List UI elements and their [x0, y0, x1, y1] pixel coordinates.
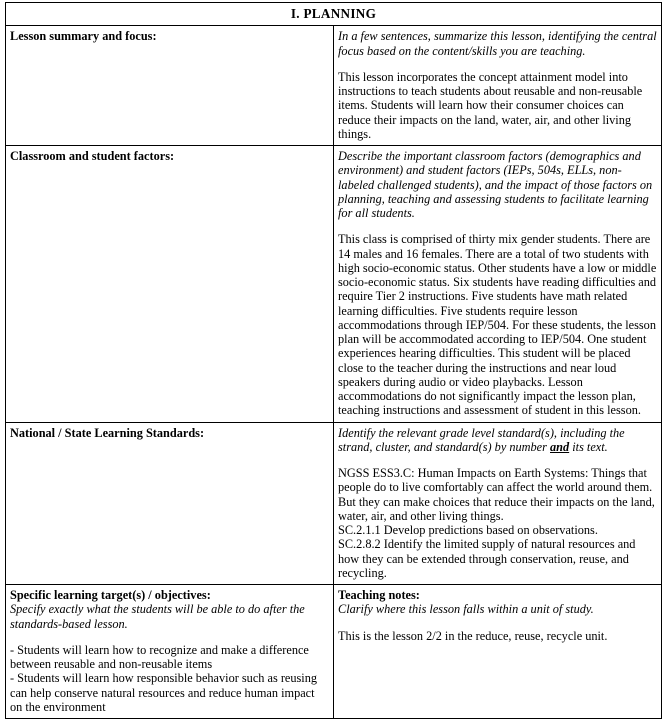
section-title: I. PLANNING [6, 3, 662, 26]
prompt-text: In a few sentences, summarize this lesson, identifying the central focus based on the content/skills you are teaching. [338, 29, 657, 58]
standard-text-sc211: SC.2.1.1 Develop predictions based on observations. [338, 523, 598, 538]
standard-text-sc282: SC.2.8.2 Identify the limited supply of natural resources and how they can be extended through conservation, reuse, and recycling. [338, 537, 636, 580]
prompt-part-two: its text. [569, 439, 608, 454]
row-content-standards [334, 422, 662, 585]
list-item: - Students will learn how responsible behavior such as reusing can help conserve natural resources and reduce human impact on the environment [10, 671, 318, 714]
prompt-text: Describe the important classroom factors (demographics and environment) and student factors (IEPs, 504s, ELLs, non-labeled challenged students), and the impact of those factors on planning, teaching and assessing students to facilitate learning for all students. [338, 149, 653, 221]
prompt-text [338, 426, 657, 455]
row-label-lesson-summary: Lesson summary and focus: [6, 26, 334, 146]
standard-text-ngss: NGSS ESS3.C: Human Impacts on Earth Systems: Things that people do to live comfortably can affect the world around them. But they can make choices that reduce their impacts on the land, water, air, and other living things. [338, 466, 655, 523]
response-text: This class is comprised of thirty mix gender students. There are 14 males and 16 females. There are a total of two students with high socio-economic status. Other students have a low or middle socio-economic status. Six students have reading difficulties and require Tier 2 instructions. Five students have math related learning difficulties. Five students require lesson accommodations through IEP/504. For these students, the lesson plan will be accommodated according to IEP/504. One student experiences hearing difficulties. This student will be placed close to the teacher during the instructions and near loud speakers during audio or video playbacks. Lesson accommodations do not significantly impact the lesson plan, teaching instructions and assessment of student in this lesson. [338, 232, 657, 418]
row-content-classroom-factors [334, 146, 662, 423]
row-label-standards: National / State Learning Standards: [6, 422, 334, 585]
prompt-part-one: Identify the relevant grade level standard(s), including the strand, cluster, and standard(s) by number [338, 425, 625, 454]
list-item: - Students will learn how to recognize and make a difference between reusable and non-reusable items [10, 642, 309, 672]
lesson-plan-table [5, 2, 662, 719]
document-page [0, 2, 669, 714]
teaching-notes-heading: Teaching notes: [338, 588, 420, 603]
table-row-standards [6, 422, 662, 585]
section-title-row [6, 3, 662, 26]
learning-targets-heading: Specific learning target(s) / objectives: [10, 588, 211, 603]
table-row-objectives-notes [6, 585, 662, 719]
table-row-lesson-summary [6, 26, 662, 146]
teaching-notes-prompt: Clarify where this lesson falls within a unit of study. [338, 602, 594, 617]
cell-teaching-notes [334, 585, 662, 719]
cell-learning-targets [6, 585, 334, 719]
learning-targets-prompt: Specify exactly what the students will be able to do after the standards-based lesson. [10, 602, 305, 631]
response-text: This lesson incorporates the concept attainment model into instructions to teach students about reusable and non-reusable items. Students will learn how their consumer choices can reduce their impacts on the land, water, air, and other living things. [338, 69, 643, 141]
prompt-emphasis: and [550, 439, 570, 454]
row-content-lesson-summary [334, 26, 662, 146]
table-row-classroom-factors [6, 146, 662, 423]
teaching-notes-body: This is the lesson 2/2 in the reduce, reuse, recycle unit. [338, 628, 608, 643]
learning-targets-list [10, 643, 329, 714]
row-label-classroom-factors: Classroom and student factors: [6, 146, 334, 423]
